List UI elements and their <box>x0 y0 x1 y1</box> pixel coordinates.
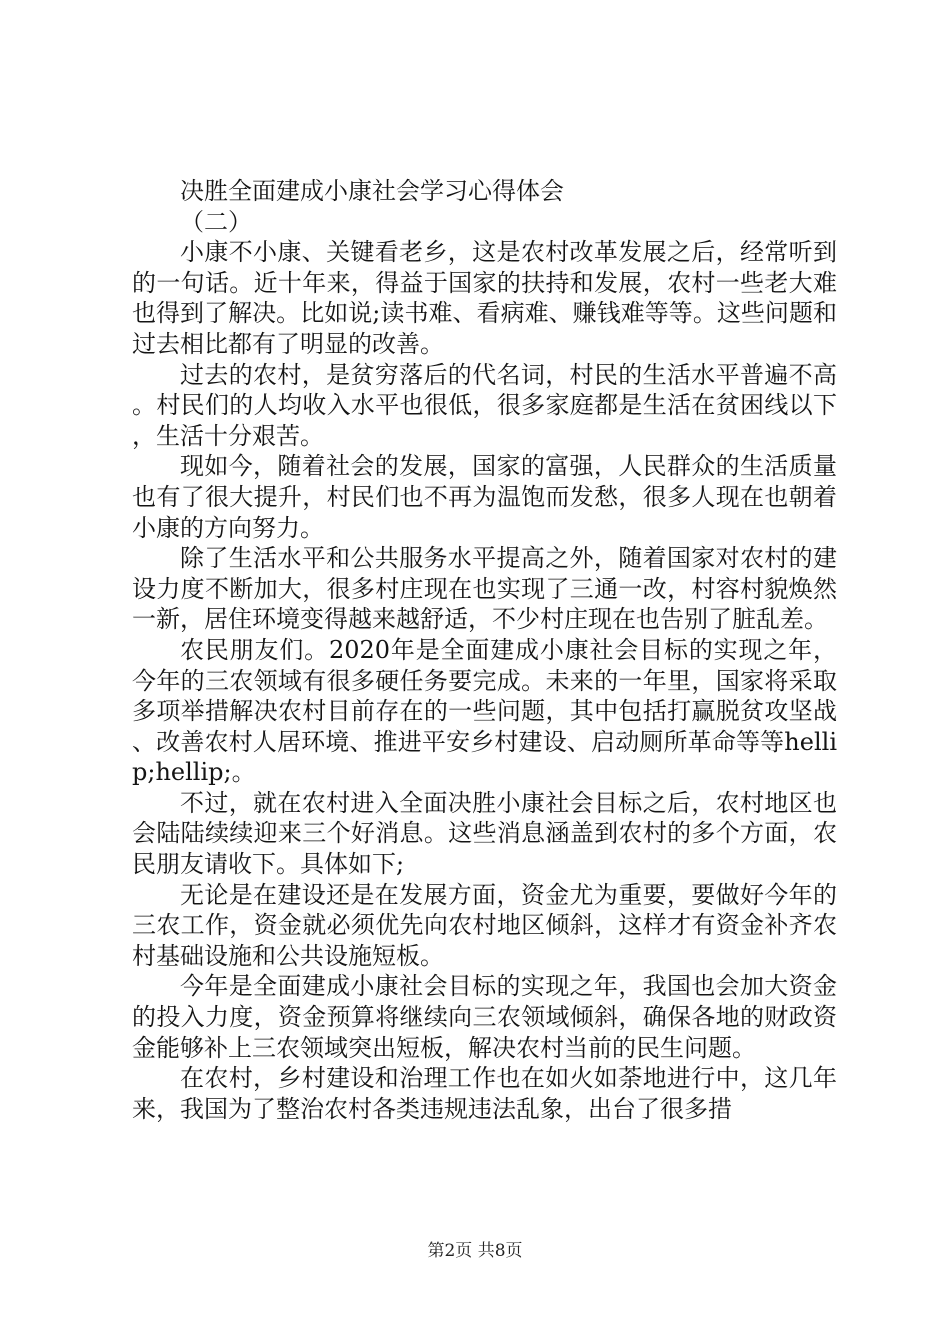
paragraph: 不过，就在农村进入全面决胜小康社会目标之后，农村地区也会陆陆续续迎来三个好消息。这些消息涵盖到农村的多个方面，农民朋友请收下。具体如下; <box>132 788 837 879</box>
paragraph: 除了生活水平和公共服务水平提高之外，随着国家对农村的建设力度不断加大，很多村庄现在也实现了三通一改，村容村貌焕然一新，居住环境变得越来越舒适，不少村庄现在也告别了脏乱差。 <box>132 544 837 634</box>
page-number-footer: 第2页 共8页 <box>427 1241 523 1261</box>
document-body <box>132 176 837 1124</box>
paragraph: 现如今，随着社会的发展，国家的富强，人民群众的生活质量也有了很大提升，村民们也不再为温饱而发愁，很多人现在也朝着小康的方向努力。 <box>132 452 837 542</box>
document-subtitle: （二） <box>180 207 252 236</box>
paragraph: 小康不小康、关键看老乡，这是农村改革发展之后，经常听到的一句话。近十年来，得益于国家的扶持和发展，农村一些老大难也得到了解决。比如说;读书难、看病难、赚钱难等等。这些问题和过去相比都有了明显的改善。 <box>132 238 837 358</box>
document-title: 决胜全面建成小康社会学习心得体会 <box>180 177 564 205</box>
paragraph: 今年是全面建成小康社会目标的实现之年，我国也会加大资金的投入力度，资金预算将继续向三农领域倾斜，确保各地的财政资金能够补上三农领域突出短板，解决农村当前的民生问题。 <box>132 972 837 1062</box>
paragraph: 过去的农村，是贫穷落后的代名词，村民的生活水平普遍不高。村民们的人均收入水平也很低，很多家庭都是生活在贫困线以下，生活十分艰苦。 <box>132 360 837 450</box>
paragraph: 在农村，乡村建设和治理工作也在如火如荼地进行中，这几年来，我国为了整治农村各类违规违法乱象，出台了很多措 <box>132 1064 837 1123</box>
paragraph: 农民朋友们。2020年是全面建成小康社会目标的实现之年，今年的三农领域有很多硬任务要完成。未来的一年里，国家将采取多项举措解决农村目前存在的一些问题，其中包括打赢脱贫攻坚战、改善农村人居环境、推进平安乡村建设、启动厕所革命等等hellip;hellip;。 <box>132 635 837 787</box>
paragraph: 无论是在建设还是在发展方面，资金尤为重要，要做好今年的三农工作，资金就必须优先向农村地区倾斜，这样才有资金补齐农村基础设施和公共设施短板。 <box>132 880 837 970</box>
